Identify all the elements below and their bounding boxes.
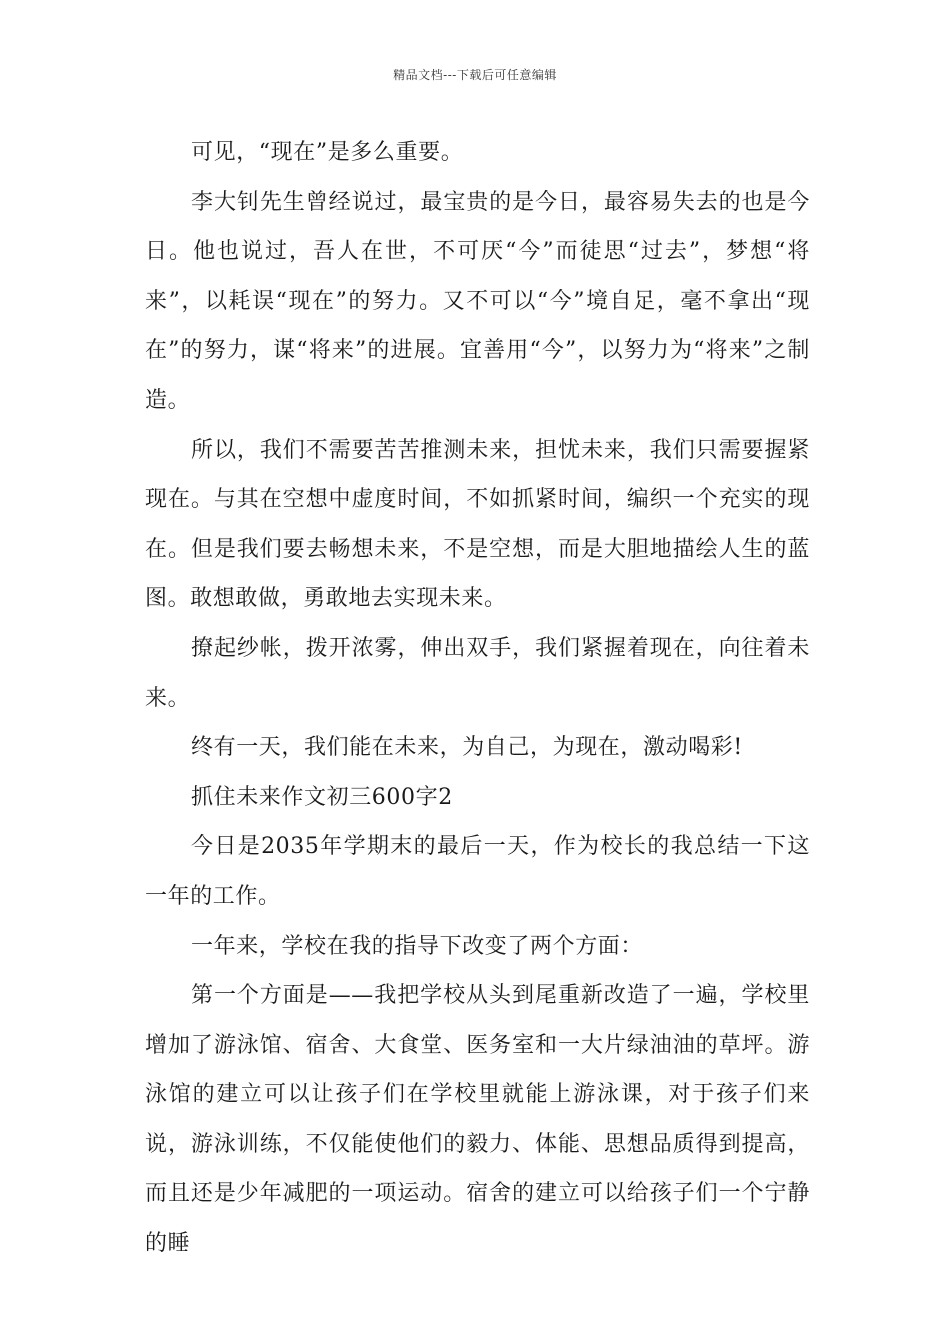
paragraph: 今日是2035年学期末的最后一天，作为校长的我总结一下这一年的工作。	[145, 834, 810, 909]
paragraph: 第一个方面是——我把学校从头到尾重新改造了一遍，学校里增加了游泳馆、宿舍、大食堂、医务室和一大片绿油油的草坪。游泳馆的建立可以让孩子们在学校里就能上游泳课，对于孩子们来说，游泳训练，不仅能使他们的毅力、体能、思想品质得到提高，而且还是少年减肥的一项运动。宿舍的建立可以给孩子们一个宁静的睡	[145, 983, 810, 1257]
paragraph: 李大钊先生曾经说过，最宝贵的是今日，最容易失去的也是今日。他也说过，吾人在世，不可厌“今”而徒思“过去”，梦想“将来”，以耗误“现在”的努力。又不可以“今”境自足，毫不拿出“现在”的努力，谋“将来”的进展。宜善用“今”，以努力为“将来”之制造。	[145, 189, 810, 413]
paragraph: 所以，我们不需要苦苦推测未来，担忧未来，我们只需要握紧现在。与其在空想中虚度时间，不如抓紧时间，编织一个充实的现在。但是我们要去畅想未来，不是空想，而是大胆地描绘人生的蓝图。敢想敢做，勇敢地去实现未来。	[145, 437, 810, 612]
document-body	[145, 128, 810, 1269]
paragraph: 可见，“现在”是多么重要。	[191, 140, 464, 165]
page-header: 精品文档---下载后可任意编辑	[393, 68, 557, 82]
paragraph: 撩起纱帐，拨开浓雾，伸出双手，我们紧握着现在，向往着未来。	[145, 635, 810, 711]
paragraph: 一年来，学校在我的指导下改变了两个方面：	[191, 933, 644, 959]
section-heading: 抓住未来作文初三600字2	[191, 784, 453, 810]
paragraph: 终有一天，我们能在未来，为自己，为现在，激动喝彩!	[191, 735, 743, 761]
